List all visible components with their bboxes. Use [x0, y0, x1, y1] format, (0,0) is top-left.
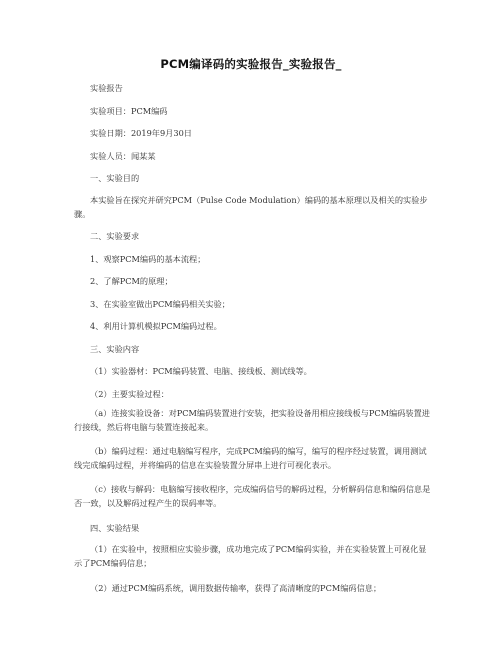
section-heading-purpose: 一、实验目的: [90, 173, 140, 183]
requirement-item: 3、在实验室做出PCM编码相关实验；: [90, 299, 230, 309]
staff-line: 实验人员：闻某某: [90, 151, 156, 161]
section-heading-results: 四、实验结果: [90, 523, 140, 533]
purpose-paragraph: [74, 193, 434, 221]
step-paragraph: [74, 444, 434, 472]
result-paragraph: [74, 542, 434, 570]
step-text: （c）接收与解码：电脑编写接收程序，完成编码信号的解码过程，分析解码信息和编码信息是否一致，以及解码过程产生的误码率等。: [74, 484, 431, 508]
date-line: 实验日期：2019年9月30日: [90, 128, 192, 138]
result-text: （1）在实验中，按照相应实验步骤，成功地完成了PCM编码实验，并在实验装置上可视化显示了PCM编码信息；: [74, 544, 427, 568]
content-item: （1）实验器材：PCM编码装置、电脑、接线板、测试线等。: [90, 366, 312, 376]
requirement-item: 2、了解PCM的原理；: [90, 276, 173, 286]
section-heading-requirements: 二、实验要求: [90, 231, 140, 241]
document-title: PCM编译码的实验报告_实验报告_: [160, 57, 342, 71]
content-item: （2）主要实验过程：: [90, 389, 169, 399]
result-text: （2）通过PCM编码系统，调用数据传输率，获得了高清晰度的PCM编码信息；: [90, 583, 382, 593]
section-heading-content: 三、实验内容: [90, 344, 140, 354]
step-text: （b）编码过程：通过电脑编写程序，完成PCM编码的编写，编写的程序经过装置，调用测试线完成编码过程，并将编码的信息在实验装置分屏串上进行可视化表示。: [74, 446, 427, 470]
result-paragraph: [74, 581, 434, 595]
purpose-text: 本实验旨在探究并研究PCM（Pulse Code Modulation）编码的基本原理以及相关的实验步骤。: [74, 195, 428, 219]
requirement-item: 4、利用计算机模拟PCM编码过程。: [90, 321, 222, 331]
project-line: 实验项目：PCM编码: [90, 106, 168, 116]
step-paragraph: [74, 406, 434, 434]
step-text: （a）连接实验设备：对PCM编码装置进行安装，把实验设备用相应接线板与PCM编码装置进行接线，然后将电脑与装置连接起来。: [74, 408, 430, 432]
requirement-item: 1、观察PCM编码的基本流程；: [90, 254, 206, 264]
report-label: 实验报告: [90, 83, 123, 93]
step-paragraph: [74, 482, 434, 510]
